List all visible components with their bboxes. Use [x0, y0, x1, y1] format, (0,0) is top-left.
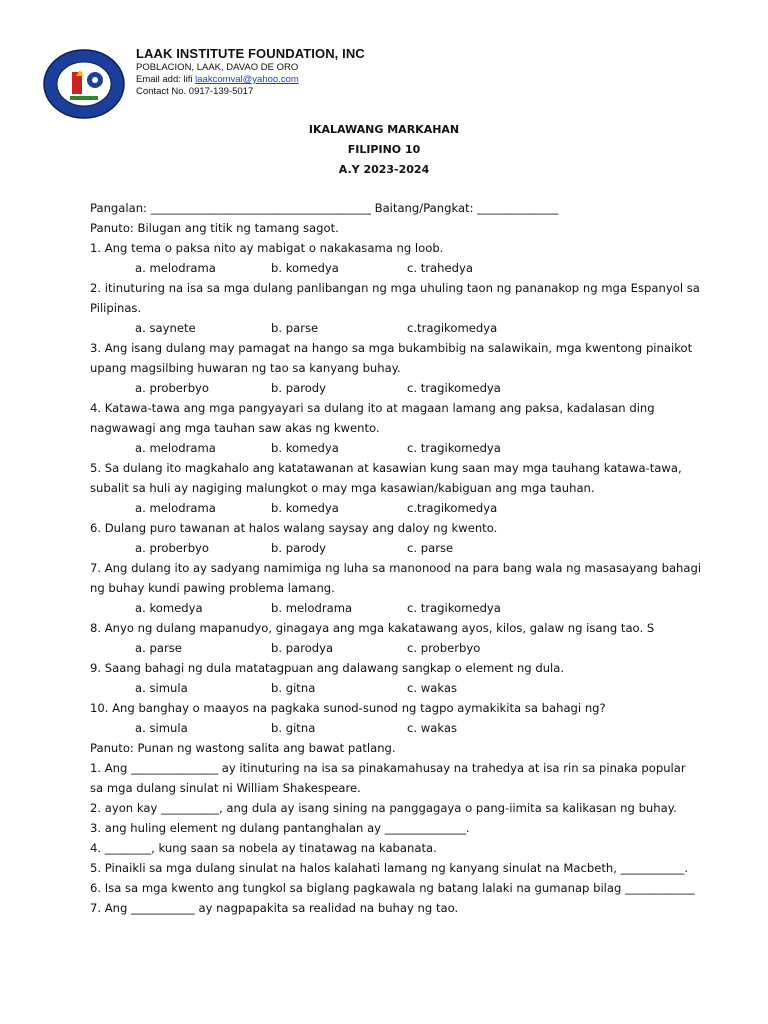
- option-a: a. simula: [135, 681, 188, 695]
- question-2-options: [90, 318, 690, 338]
- fill-item-4: 4. ________, kung saan sa nobela ay tinatawag na kabanata.: [90, 841, 437, 855]
- option-a: a. proberbyo: [135, 381, 210, 395]
- question-4-cont: nagwawagi ang mga tauhan saw akas ng kwento.: [90, 421, 380, 435]
- option-b: b. parodya: [271, 641, 334, 655]
- school-seal-logo: [42, 48, 126, 120]
- question-9: 9. Saang bahagi ng dula matatagpuan ang dalawang sangkap o element ng dula.: [90, 661, 565, 675]
- question-10: 10. Ang banghay o maayos na pagkaka sunod-sunod ng tagpo aymakikita sa bahagi ng?: [90, 701, 606, 715]
- question-9-options: [90, 678, 690, 698]
- directions-fill-in: Panuto: Punan ng wastong salita ang bawat patlang.: [90, 741, 396, 755]
- question-2: 2. itinuturing na isa sa mga dulang panlibangan ng mga uhuling taon ng pananakop ng mga Espanyol sa: [90, 281, 700, 295]
- question-4: 4. Katawa-tawa ang mga pangyayari sa dulang ito at magaan lamang ang paksa, kadalasan ding: [90, 401, 655, 415]
- exam-titles: [0, 120, 768, 180]
- directions-multiple-choice: Panuto: Bilugan ang titik ng tamang sagot.: [90, 221, 339, 235]
- exam-body: [90, 198, 702, 918]
- school-address: POBLACION, LAAK, DAVAO DE ORO: [136, 62, 299, 73]
- option-b: b. komedya: [271, 261, 339, 275]
- fill-item-6: 6. Isa sa mga kwento ang tungkol sa biglang pagkawala ng batang lalaki na gumanap bilag ____________: [90, 881, 695, 895]
- name-grade-line: Pangalan: ______________________________________ Baitang/Pangkat: ______________: [90, 201, 559, 215]
- question-4-options: [90, 438, 690, 458]
- option-a: a. melodrama: [135, 261, 216, 275]
- fill-item-1: 1. Ang _______________ ay itinuturing na isa sa pinakamahusay na trahedya at isa rin sa pinaka popular: [90, 761, 686, 775]
- option-c: c. wakas: [407, 681, 457, 695]
- option-b: b. melodrama: [271, 601, 353, 615]
- subject-title: FILIPINO 10: [347, 143, 421, 156]
- contact-number: Contact No. 0917-139-5017: [136, 86, 254, 97]
- question-6: 6. Dulang puro tawanan at halos walang saysay ang daloy ng kwento.: [90, 521, 498, 535]
- question-6-options: [90, 538, 690, 558]
- question-8-options: [90, 638, 690, 658]
- option-c: c. trahedya: [407, 261, 473, 275]
- question-7-cont: ng buhay kundi pawing problema lamang.: [90, 581, 335, 595]
- option-c: c.tragikomedya: [407, 501, 498, 515]
- option-b: b. parody: [271, 541, 327, 555]
- option-c: c.tragikomedya: [407, 321, 498, 335]
- question-5: 5. Sa dulang ito magkahalo ang katatawanan at kasawian kung saan may mga tauhang katawa-tawa,: [90, 461, 682, 475]
- email-line: [136, 74, 365, 86]
- option-b: b. komedya: [271, 441, 339, 455]
- option-b: b. komedya: [271, 501, 339, 515]
- option-a: a. komedya: [135, 601, 203, 615]
- option-c: c. wakas: [407, 721, 457, 735]
- option-c: c. tragikomedya: [407, 441, 501, 455]
- question-3-options: [90, 378, 690, 398]
- option-a: a. proberbyo: [135, 541, 210, 555]
- fill-item-1-cont: sa mga dulang sinulat ni William Shakespeare.: [90, 781, 361, 795]
- question-1-options: [90, 258, 690, 278]
- fill-item-5: 5. Pinaikli sa mga dulang sinulat na halos kalahati lamang ng kanyang sinulat na Macbeth, ___________.: [90, 861, 689, 875]
- option-b: b. gitna: [271, 721, 316, 735]
- option-a: a. melodrama: [135, 441, 216, 455]
- question-1: 1. Ang tema o paksa nito ay mabigat o nakakasama ng loob.: [90, 241, 444, 255]
- question-7: 7. Ang dulang ito ay sadyang namimiga ng luha sa manonood na para bang wala ng masasayang bahagi: [90, 561, 702, 575]
- fill-item-3: 3. ang huling element ng dulang pantanghalan ay ______________.: [90, 821, 470, 835]
- question-10-options: [90, 718, 690, 738]
- question-3-cont: upang magsilbing huwaran ng tao sa kanyang buhay.: [90, 361, 401, 375]
- option-c: c. parse: [407, 541, 454, 555]
- quarter-title: IKALAWANG MARKAHAN: [308, 123, 460, 136]
- question-7-options: [90, 598, 690, 618]
- school-year: A.Y 2023-2024: [338, 163, 430, 176]
- question-5-options: [90, 498, 690, 518]
- option-a: a. melodrama: [135, 501, 216, 515]
- email-link[interactable]: laakcomval@yahoo.com: [195, 74, 299, 85]
- question-5-cont: subalit sa huli ay nagiging malungkot o may mga kasawian/kabiguan ang mga tauhan.: [90, 481, 595, 495]
- option-b: b. parse: [271, 321, 319, 335]
- option-a: a. parse: [135, 641, 182, 655]
- school-name: LAAK INSTITUTE FOUNDATION, INC: [136, 46, 365, 61]
- option-c: c. tragikomedya: [407, 381, 501, 395]
- option-c: c. tragikomedya: [407, 601, 501, 615]
- fill-item-2: 2. ayon kay __________, ang dula ay isang sining na panggagaya o pang-iimita sa kalikasan ng buhay.: [90, 801, 677, 815]
- question-3: 3. Ang isang dulang may pamagat na hango sa mga bukambibig na salawikain, mga kwentong pinaikot: [90, 341, 693, 355]
- option-b: b. gitna: [271, 681, 316, 695]
- option-a: a. saynete: [135, 321, 196, 335]
- option-a: a. simula: [135, 721, 188, 735]
- question-8: 8. Anyo ng dulang mapanudyo, ginagaya ang mga kakatawang ayos, kilos, galaw ng isang tao. S: [90, 621, 655, 635]
- option-b: b. parody: [271, 381, 327, 395]
- fill-item-7: 7. Ang ___________ ay nagpapakita sa realidad na buhay ng tao.: [90, 901, 459, 915]
- question-2-cont: Pilipinas.: [90, 301, 142, 315]
- email-label: Email add: lifi: [136, 74, 196, 85]
- option-c: c. proberbyo: [407, 641, 481, 655]
